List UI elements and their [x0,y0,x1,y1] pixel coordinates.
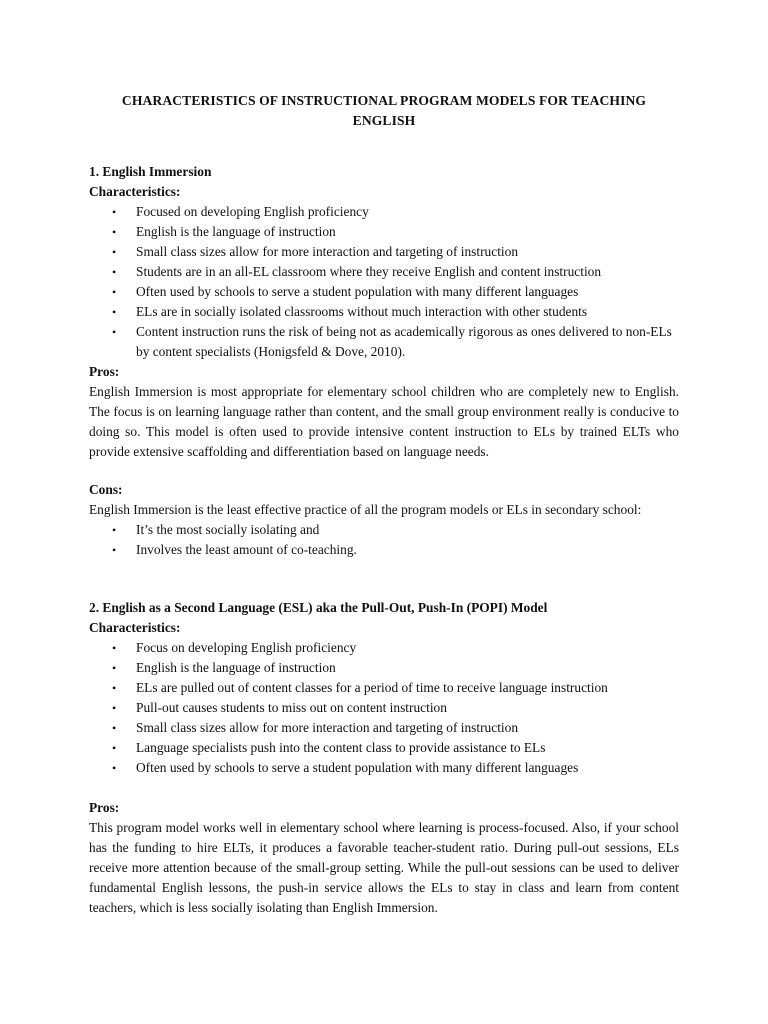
list-item-text: English is the language of instruction [136,660,336,675]
list-item-text: It’s the most socially isolating and [136,522,320,537]
list-item [112,540,679,560]
list-item-text: English is the language of instruction [136,224,336,239]
list-item [112,222,679,242]
bullet-icon: • [112,741,117,755]
bullet-icon: • [112,325,117,339]
bullet-icon: • [112,761,117,775]
section-esl-popi [89,598,679,918]
pros-label: Pros: [89,800,120,815]
list-item [112,520,679,540]
cons-list [89,520,679,560]
list-item-text: Students are in an all-EL classroom where they receive English and content instruction [136,264,602,279]
list-item-text: Focus on developing English proficiency [136,640,357,655]
pros-label: Pros: [89,364,120,379]
bullet-icon: • [112,641,117,655]
bullet-icon: • [112,225,117,239]
bullet-icon: • [112,701,117,715]
list-item [112,638,679,658]
bullet-icon: • [112,681,117,695]
list-item [112,698,679,718]
bullet-icon: • [112,265,117,279]
list-item-text: ELs are pulled out of content classes for a period of time to receive language instruction [136,680,608,695]
section-heading: 1. English Immersion [89,164,212,179]
characteristics-list [89,638,679,778]
list-item [112,322,679,362]
spacer [89,778,679,798]
list-item [112,242,679,262]
bullet-icon: • [112,661,117,675]
list-item-text: Often used by schools to serve a student population with many different languages [136,284,579,299]
bullet-icon: • [112,523,117,537]
list-item-text: Often used by schools to serve a student population with many different languages [136,760,579,775]
characteristics-label: Characteristics: [89,620,181,635]
cons-paragraph: English Immersion is the least effective practice of all the program models or ELs in secondary school: [89,502,642,517]
bullet-icon: • [112,721,117,735]
list-item [112,282,679,302]
bullet-icon: • [112,305,117,319]
list-item-text: Focused on developing English proficiency [136,204,369,219]
document-title: CHARACTERISTICS OF INSTRUCTIONAL PROGRAM MODELS FOR TEACHING ENGLISH [121,93,647,128]
cons-label: Cons: [89,482,123,497]
document-content [89,91,679,918]
list-item [112,738,679,758]
list-item-text: Pull-out causes students to miss out on content instruction [136,700,447,715]
list-item-text: Small class sizes allow for more interaction and targeting of instruction [136,720,519,735]
section-heading: 2. English as a Second Language (ESL) aka the Pull-Out, Push-In (POPI) Model [89,600,548,615]
list-item [112,718,679,738]
list-item-text: Language specialists push into the content class to provide assistance to ELs [136,740,546,755]
list-item-text: Small class sizes allow for more interaction and targeting of instruction [136,244,519,259]
spacer [89,560,679,580]
bullet-icon: • [112,285,117,299]
pros-paragraph: English Immersion is most appropriate for elementary school children who are completely new to English. The focus is on learning language rather than content, and the small group environment really is conducive to doing so. This model is often used to provide intensive content instruction to ELs by trained ELTs who provide extensive scaffolding and differentiation based on language needs. [89,384,679,459]
list-item [112,678,679,698]
list-item [112,758,679,778]
bullet-icon: • [112,205,117,219]
characteristics-list [89,202,679,362]
bullet-icon: • [112,245,117,259]
bullet-icon: • [112,543,117,557]
list-item [112,202,679,222]
list-item [112,658,679,678]
list-item [112,262,679,282]
list-item-text: Involves the least amount of co-teaching. [136,542,357,557]
list-item-text: ELs are in socially isolated classrooms without much interaction with other students [136,304,588,319]
list-item [112,302,679,322]
spacer [89,462,679,480]
spacer [89,580,679,598]
characteristics-label: Characteristics: [89,184,181,199]
pros-paragraph: This program model works well in elementary school where learning is process-focused. Also, if your school has the funding to hire ELTs, it produces a favorable teacher-student ratio. During pull-out sessions, ELs receive more attention because of the small-group setting. While the pull-out sessions can be used to deliver fundamental English lessons, the push-in service allows the ELs to stay in class and learn from content teachers, which is less socially isolating than English Immersion. [89,820,679,915]
section-english-immersion [89,162,679,560]
list-item-text: Content instruction runs the risk of being not as academically rigorous as ones delivered to non-ELs by content specialists (Honigsfeld & Dove, 2010). [136,324,672,359]
